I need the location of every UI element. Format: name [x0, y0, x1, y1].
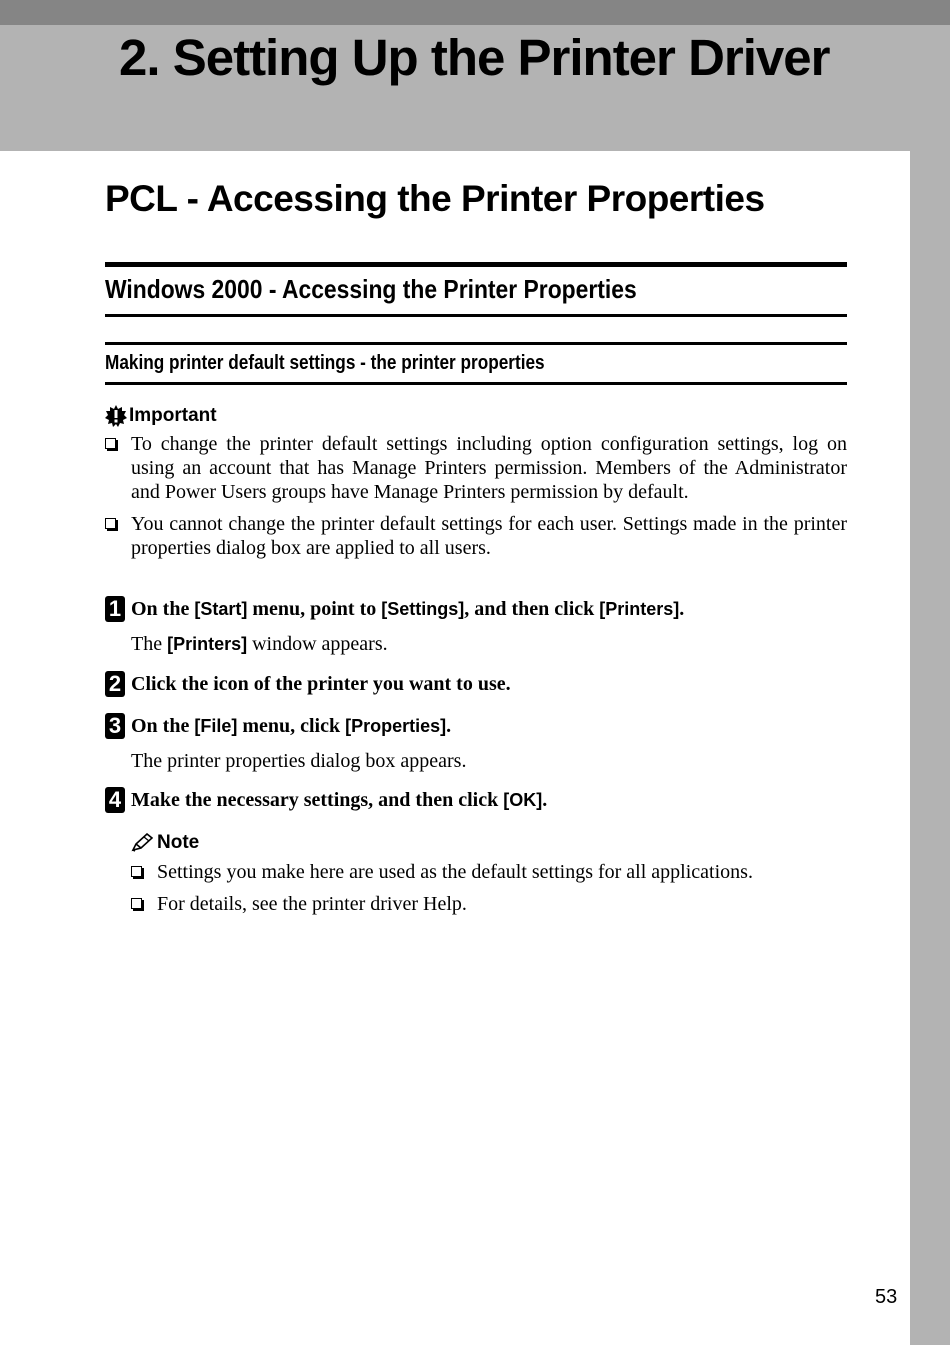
step-instruction: On the [Start] menu, point to [Settings], and then click [Printers]. [131, 598, 685, 620]
section-rule-top [105, 262, 847, 267]
list-item: You cannot change the printer default settings for each user. Settings made in the printer properties dialog box are applied to all users. [105, 512, 847, 560]
chapter-title: 2. Setting Up the Printer Driver [119, 29, 830, 86]
page-number: 53 [875, 1286, 898, 1308]
list-item: Settings you make here are used as the default settings for all applications. [131, 860, 847, 884]
step-instruction: Click the icon of the printer you want to use. [131, 673, 511, 695]
ui-label-ok: [OK] [503, 790, 543, 810]
note-heading [131, 832, 199, 854]
important-label: Important [129, 405, 217, 426]
step-number-icon: 2 [105, 671, 125, 697]
page-side-tab [910, 151, 950, 1345]
important-list [105, 432, 847, 568]
step-instruction: On the [File] menu, click [Properties]. [131, 715, 452, 737]
step-number-icon: 1 [105, 596, 125, 622]
step-number-icon: 4 [105, 787, 125, 813]
section-title: PCL - Accessing the Printer Properties [105, 178, 765, 219]
ui-label-start: [Start] [194, 599, 248, 619]
pencil-icon [131, 833, 153, 853]
checkbox-bullet-icon [105, 438, 116, 449]
note-label: Note [157, 832, 200, 853]
ui-label-properties: [Properties] [345, 716, 447, 736]
ui-label-printers: [Printers] [599, 599, 680, 619]
list-item: For details, see the printer driver Help. [131, 892, 847, 916]
subsection-title: Windows 2000 - Accessing the Printer Properties [105, 274, 637, 304]
step-instruction: Make the necessary settings, and then click [OK]. [131, 789, 548, 811]
checkbox-bullet-icon [131, 898, 142, 909]
section-rule-bottom [105, 314, 847, 317]
checkbox-bullet-icon [105, 518, 116, 529]
step-3-result: The printer properties dialog box appears. [131, 750, 467, 772]
subsubsection-title: Making printer default settings - the printer properties [105, 352, 545, 374]
checkbox-bullet-icon [131, 866, 142, 877]
subsection-rule-top [105, 342, 847, 345]
ui-label-file: [File] [194, 716, 238, 736]
important-heading [105, 405, 217, 427]
header-top-strip [0, 0, 950, 25]
note-list [131, 860, 847, 924]
subsection-rule-bottom [105, 382, 847, 385]
ui-label-settings: [Settings] [381, 599, 465, 619]
important-icon [105, 405, 127, 427]
step-number-icon: 3 [105, 713, 125, 739]
list-item: To change the printer default settings including option configuration settings, log on using an account that has Manage Printers permission. Members of the Administrator and Power Users groups have Manage Printers permission by default. [105, 432, 847, 504]
step-1-result: The [Printers] window appears. [131, 633, 388, 655]
